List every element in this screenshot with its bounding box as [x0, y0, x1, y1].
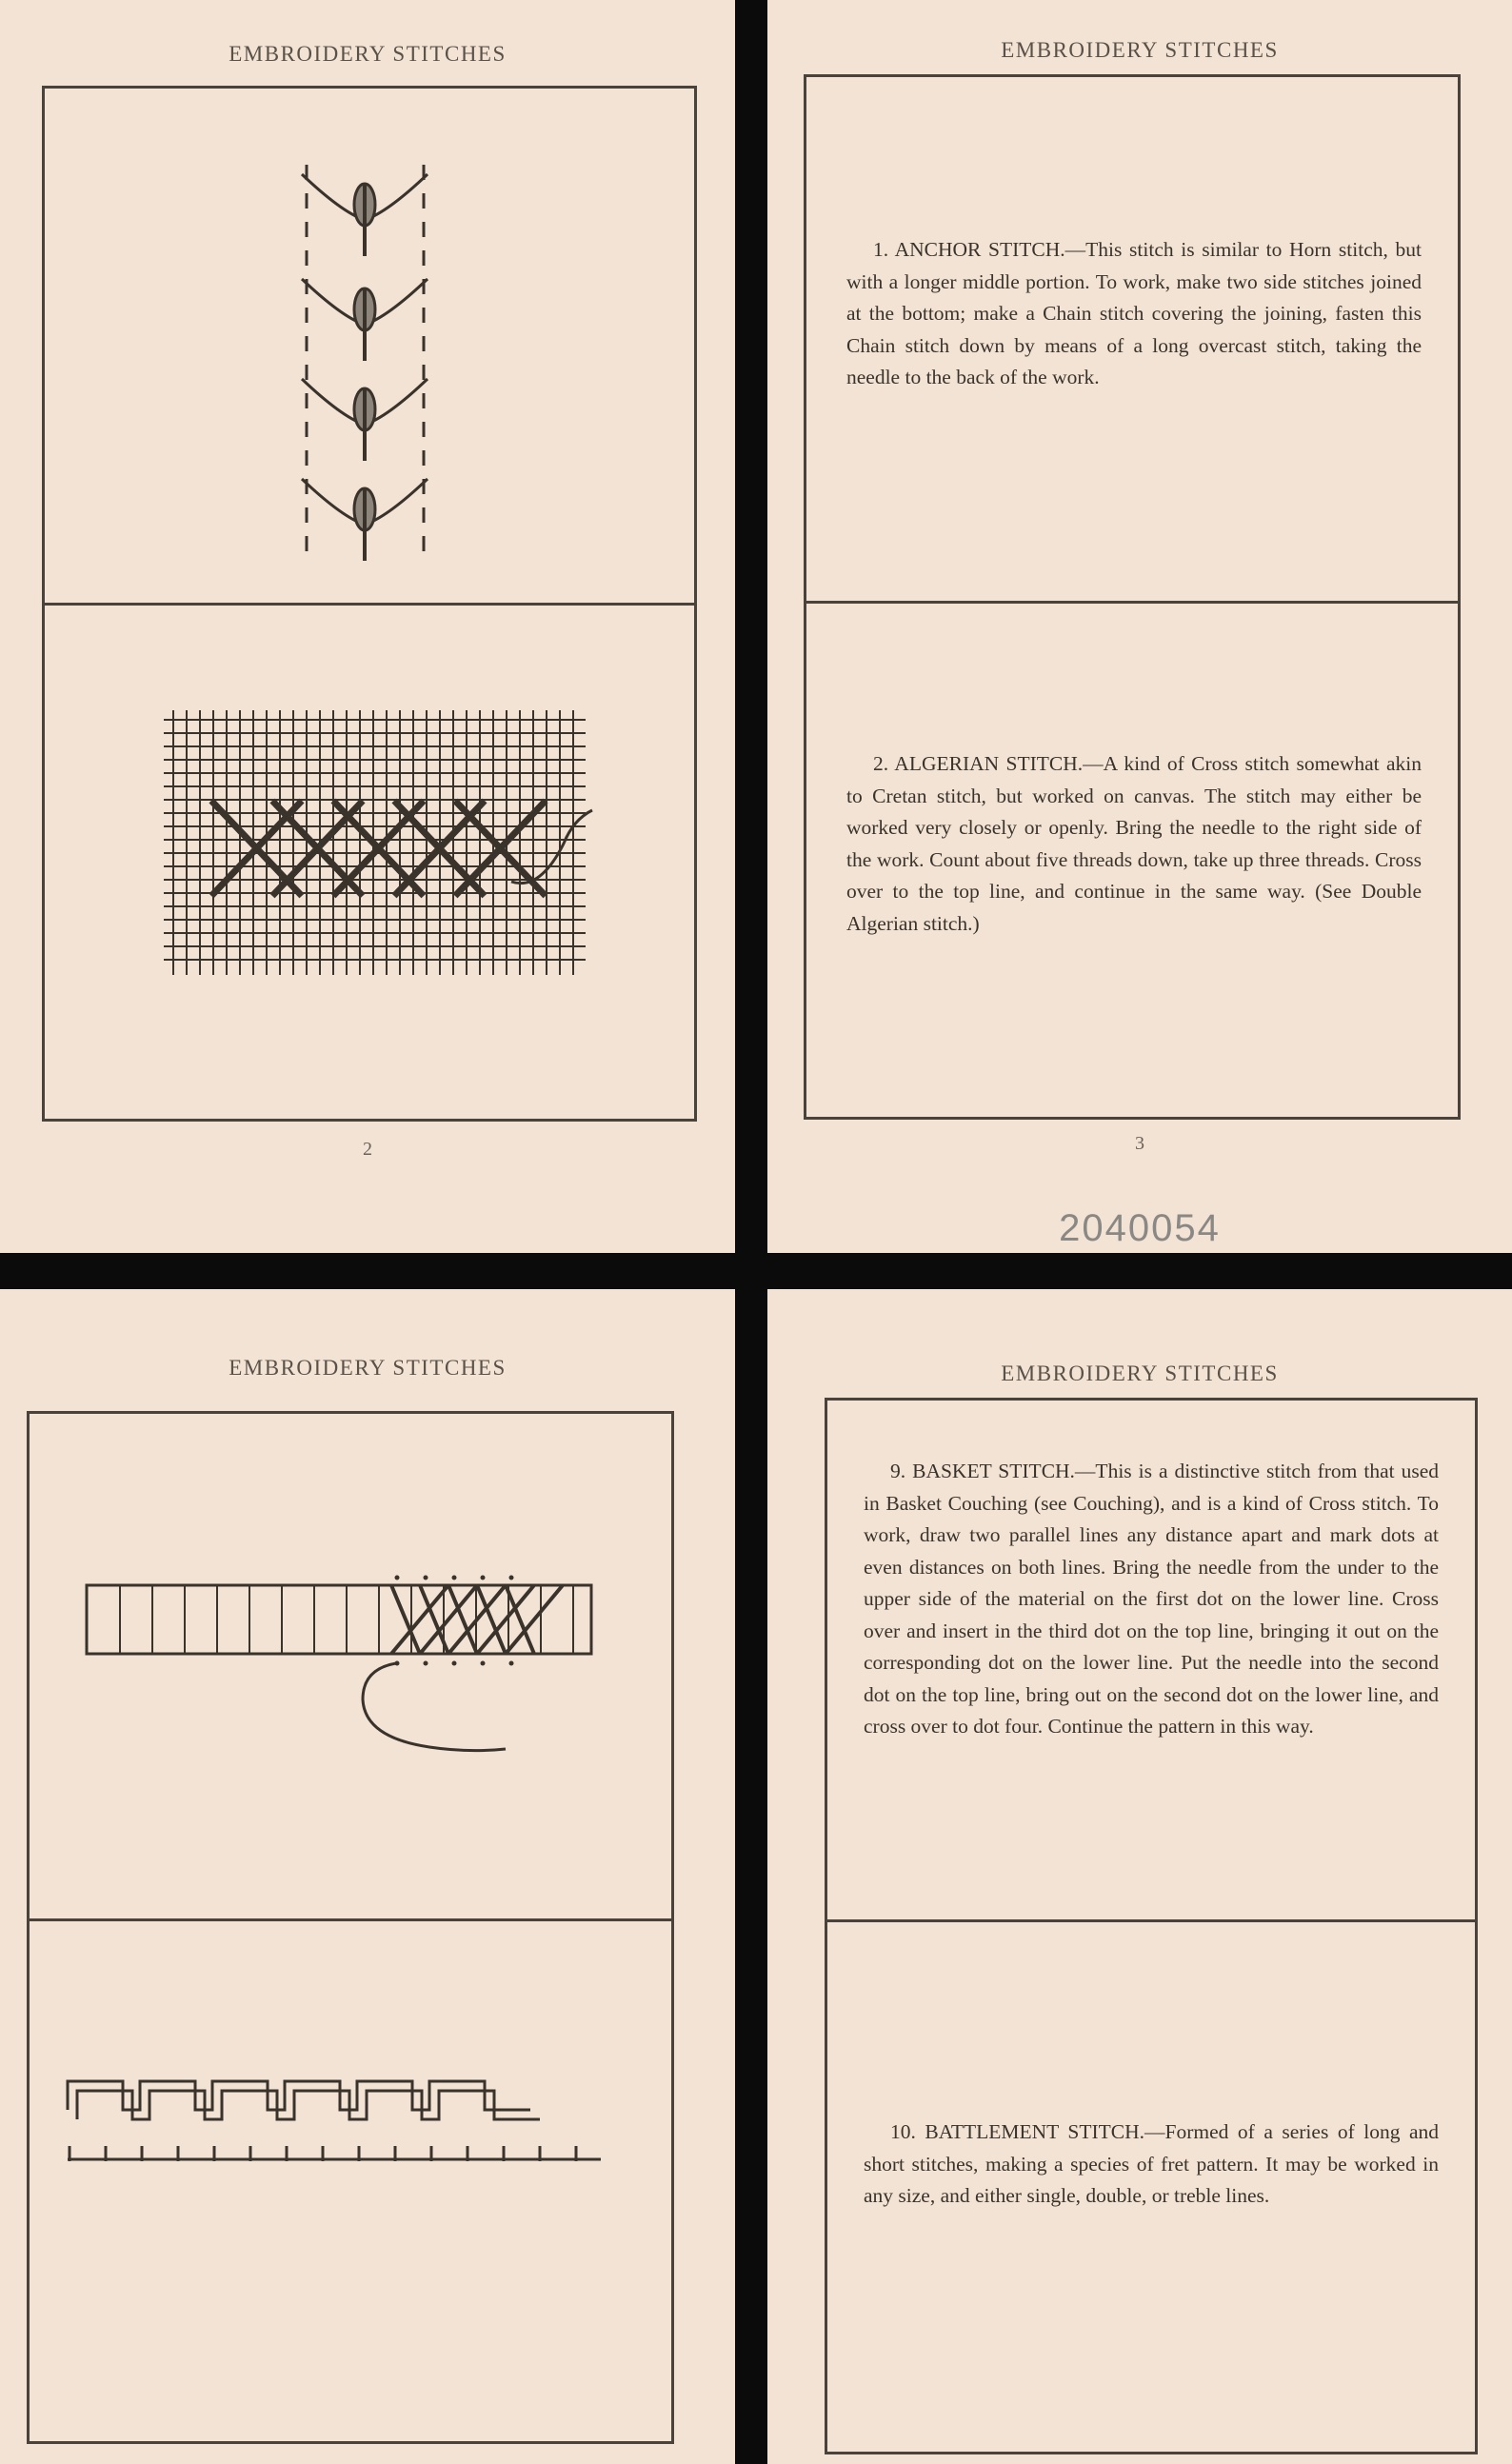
- running-head: EMBROIDERY STITCHES: [229, 1356, 507, 1380]
- anchor-stitch-diagram: [45, 89, 700, 603]
- text-frame: [825, 1398, 1478, 2454]
- frame-divider: [806, 601, 1458, 604]
- text-frame: [804, 74, 1461, 1120]
- basket-stitch-illustration-cell: [30, 1414, 671, 1918]
- running-head: EMBROIDERY STITCHES: [1001, 1361, 1279, 1385]
- entry-anchor-stitch: 1. ANCHOR STITCH.—This stitch is similar to Horn stitch, but with a longer middle portion. To work, make two side stitches joined at the bottom; make a Chain stitch covering the joining, fasten this Chain stitch down by means of a long overcast stitch, taking the needle to the back of the work.: [846, 238, 1422, 388]
- anchor-stitch-illustration-cell: [45, 89, 694, 603]
- entry-basket-stitch: 9. BASKET STITCH.—This is a distinctive stitch from that used in Basket Couching (see Couching), and is a kind of Cross stitch. To work, draw two parallel lines any distance apart and mark dots at even distances on both lines. Bring the needle from the under to the upper side of the material on the first dot on the lower line. Cross over and insert in the third dot on the top line, bringing it out on the corresponding dot on the lower line. Put the needle into the second dot on the top line, bring out on the second dot on the lower line, and cross over to dot four. Continue the pattern in this way.: [864, 1460, 1439, 1738]
- illustration-frame: [27, 1411, 674, 2444]
- folio: 2: [363, 1139, 372, 1160]
- battlement-stitch-illustration-cell: [30, 1921, 671, 2447]
- page-bottom-right: [767, 1289, 1512, 2464]
- page-bottom-left: [0, 1289, 735, 2464]
- entry-algerian-stitch: 2. ALGERIAN STITCH.—A kind of Cross stitch somewhat akin to Cretan stitch, but worked on canvas. The stitch may either be worked very closely or openly. Bring the needle to the right side of the work. Count about five threads down, take up three threads. Cross over to the top line, and continue in the same way. (See Double Algerian stitch.): [846, 752, 1422, 935]
- illustration-frame: [42, 86, 697, 1122]
- algerian-stitch-diagram: [45, 606, 700, 1124]
- page-top-right: [767, 0, 1512, 1253]
- running-head: EMBROIDERY STITCHES: [229, 42, 507, 66]
- accession-stamp: 2040054: [1059, 1207, 1221, 1249]
- folio: 3: [1135, 1133, 1144, 1154]
- algerian-stitch-illustration-cell: [45, 606, 694, 1124]
- entry-battlement-stitch: 10. BATTLEMENT STITCH.—Formed of a series of long and short stitches, making a species of fret pattern. It may be worked in any size, and either single, double, or treble lines.: [864, 2120, 1439, 2207]
- running-head: EMBROIDERY STITCHES: [1001, 38, 1279, 62]
- basket-stitch-diagram: [30, 1414, 677, 1918]
- battlement-stitch-diagram: [30, 1921, 677, 2447]
- page-top-left: [0, 0, 735, 1253]
- frame-divider: [827, 1919, 1475, 1922]
